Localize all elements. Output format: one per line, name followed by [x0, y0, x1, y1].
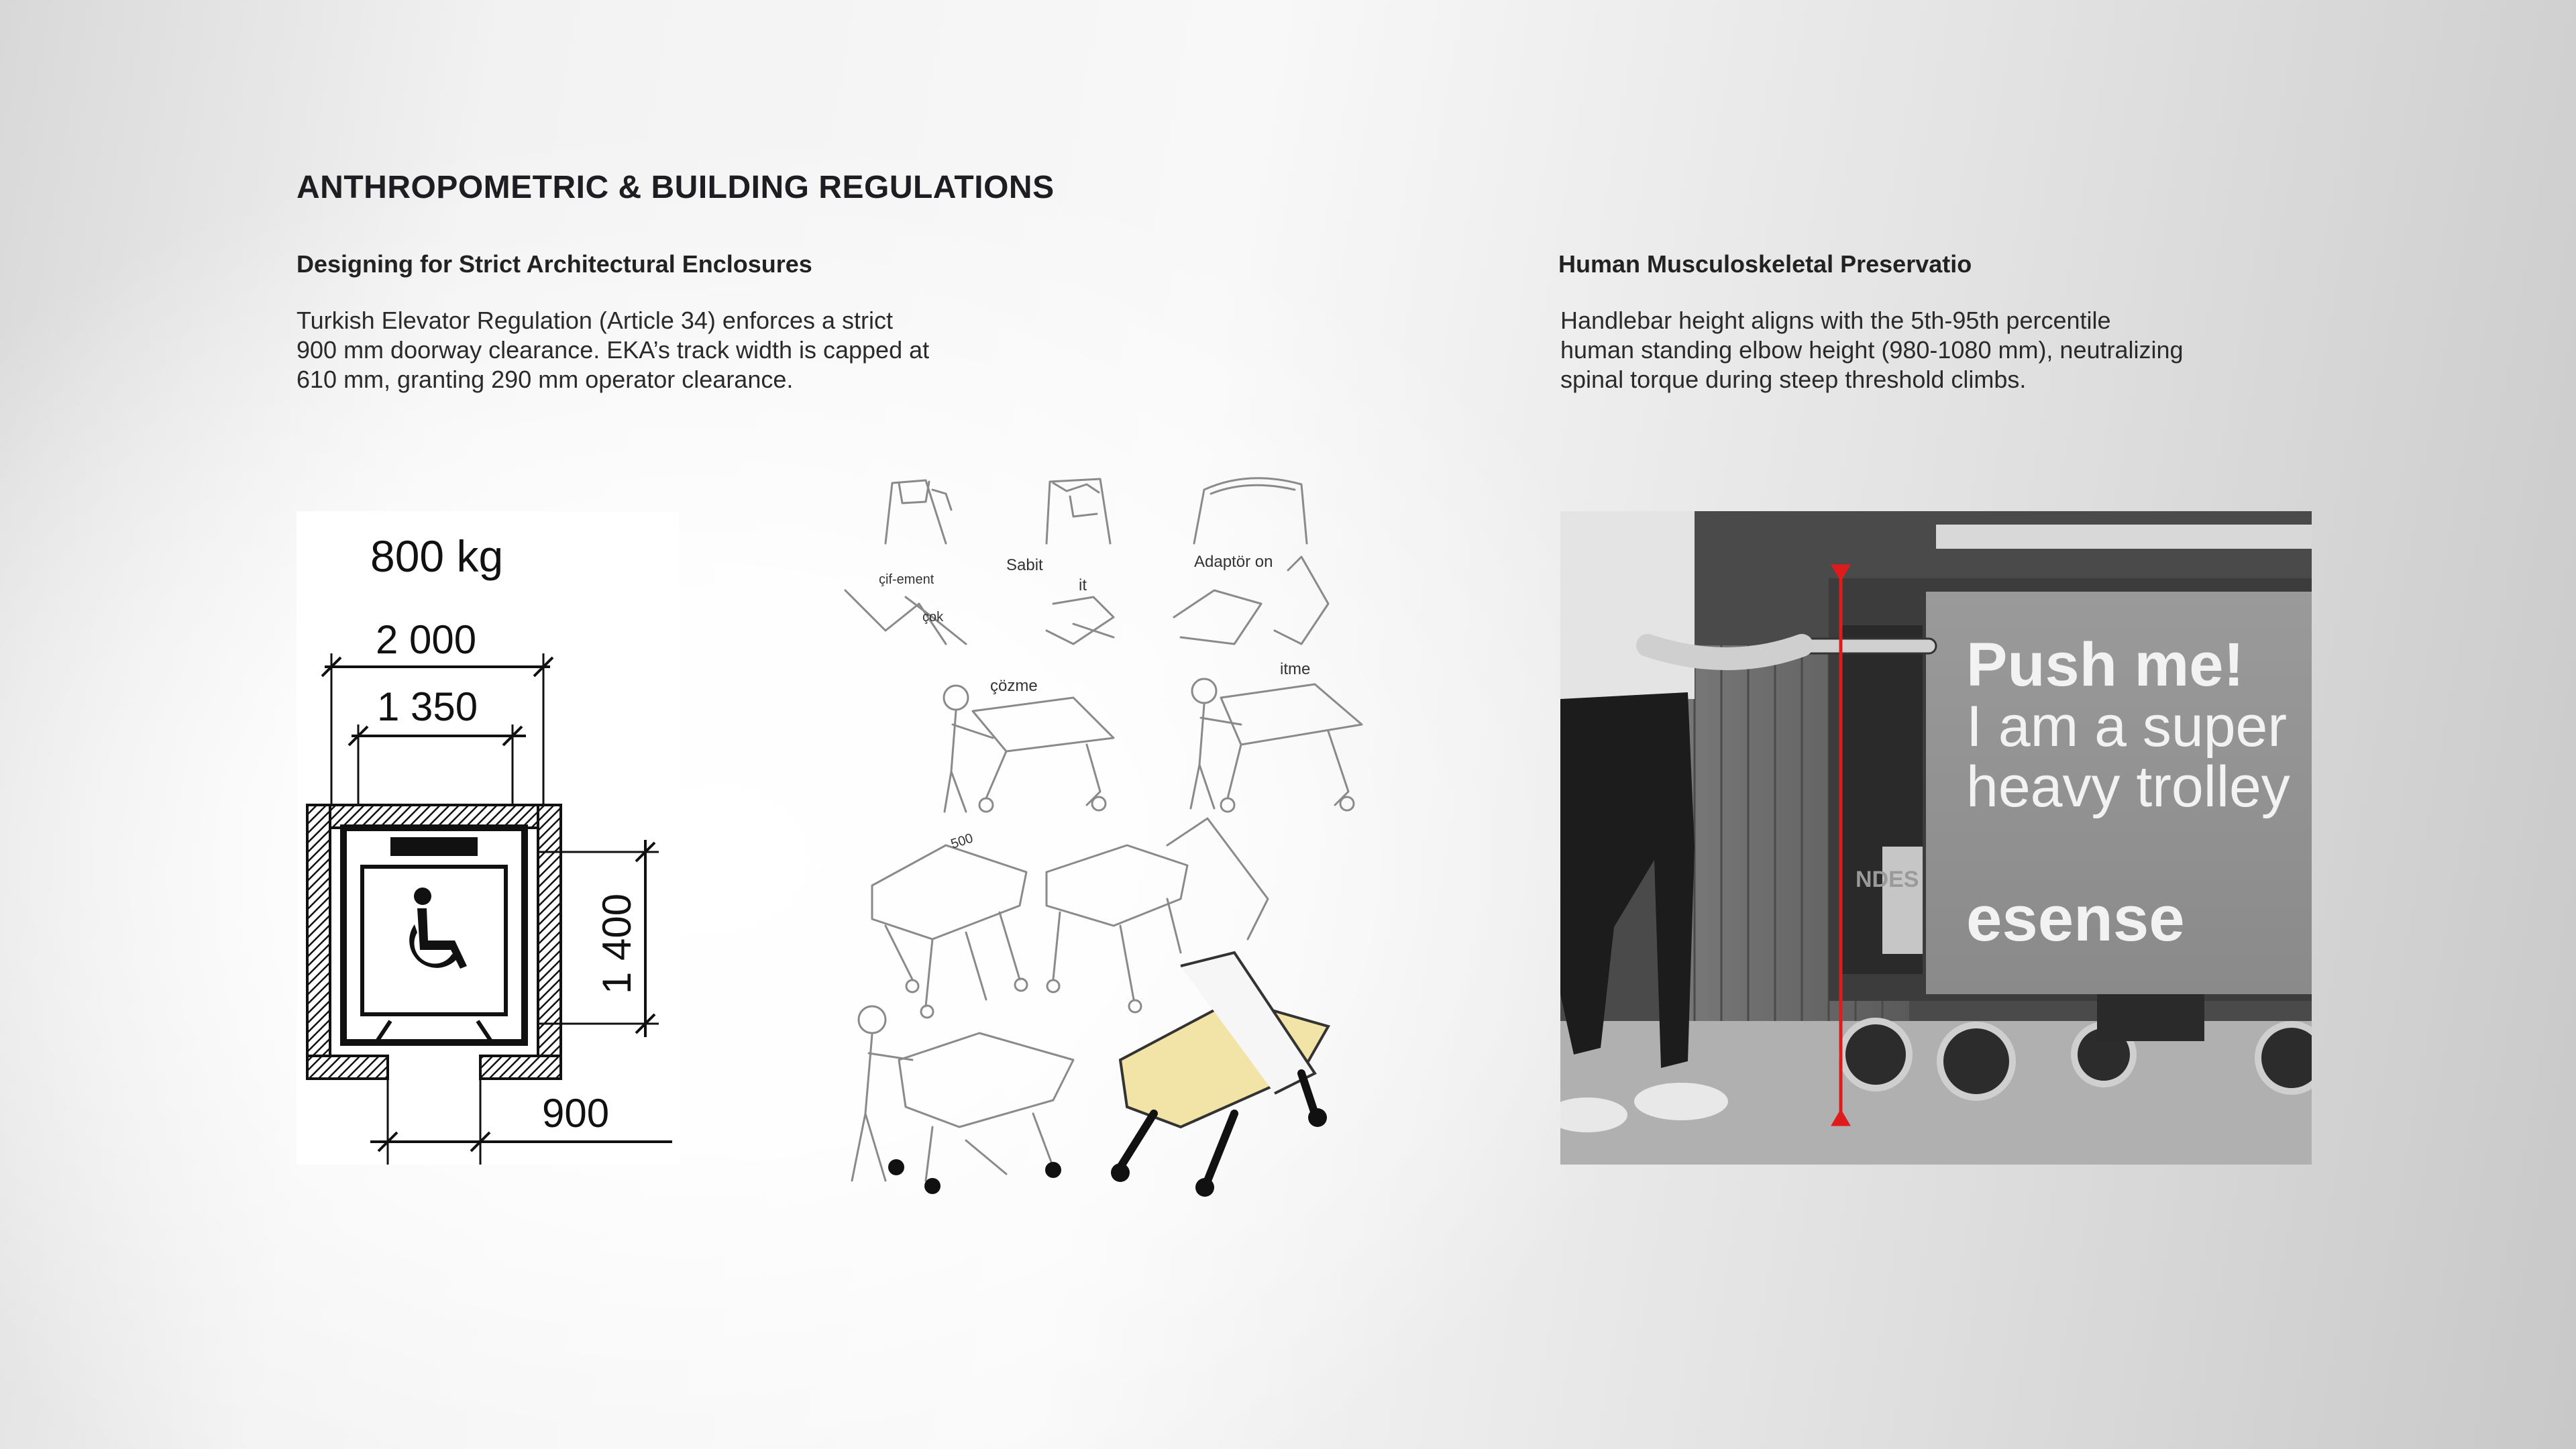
right-section-heading: Human Musculoskeletal Preservatio: [1558, 250, 1972, 278]
photo-headline-3: heavy trolley: [1966, 755, 2290, 819]
page-title: ANTHROPOMETRIC & BUILDING REGULATIONS: [297, 170, 1055, 205]
sketch-label-cok: çok: [922, 610, 944, 625]
sketch-label-sabit: Sabit: [1006, 556, 1043, 574]
left-section-heading: Designing for Strict Architectural Enclosures: [297, 250, 812, 278]
sketch-label-dim500: 500: [949, 830, 975, 852]
concept-sketches-figure: [832, 470, 1382, 1241]
photo-brand: esense: [1966, 883, 2185, 955]
photo-side-text: NDES: [1856, 867, 1919, 892]
sketch-label-itme: itme: [1280, 660, 1311, 678]
sketch-label-it: it: [1079, 576, 1087, 594]
right-section-body: Handlebar height aligns with the 5th-95th percentile human standing elbow height (980-1080 mm), neutralizing spinal torque during steep threshold climbs.: [1560, 307, 2184, 393]
sketch-label-cozme: çözme: [990, 677, 1038, 695]
capacity-label: 800 kg: [370, 531, 504, 581]
inner-width-label: 1 350: [377, 684, 478, 729]
left-section-body: Turkish Elevator Regulation (Article 34) enforces a strict 900 mm doorway clearance. EKA’s track width is capped at 610 mm, granting 290 mm operator clearance.: [297, 307, 930, 393]
depth-label: 1 400: [594, 893, 639, 994]
elevator-plan-figure: [297, 511, 679, 1165]
outer-width-label: 2 000: [376, 617, 477, 662]
sketch-label-cifement: çif-ement: [879, 572, 934, 587]
trolley-photo: [1560, 511, 2312, 1165]
door-width-label: 900: [542, 1091, 610, 1136]
photo-headline-1: Push me!: [1966, 631, 2245, 699]
photo-headline-2: I am a super: [1966, 694, 2287, 759]
sketch-label-adaptor: Adaptör on: [1194, 553, 1273, 571]
